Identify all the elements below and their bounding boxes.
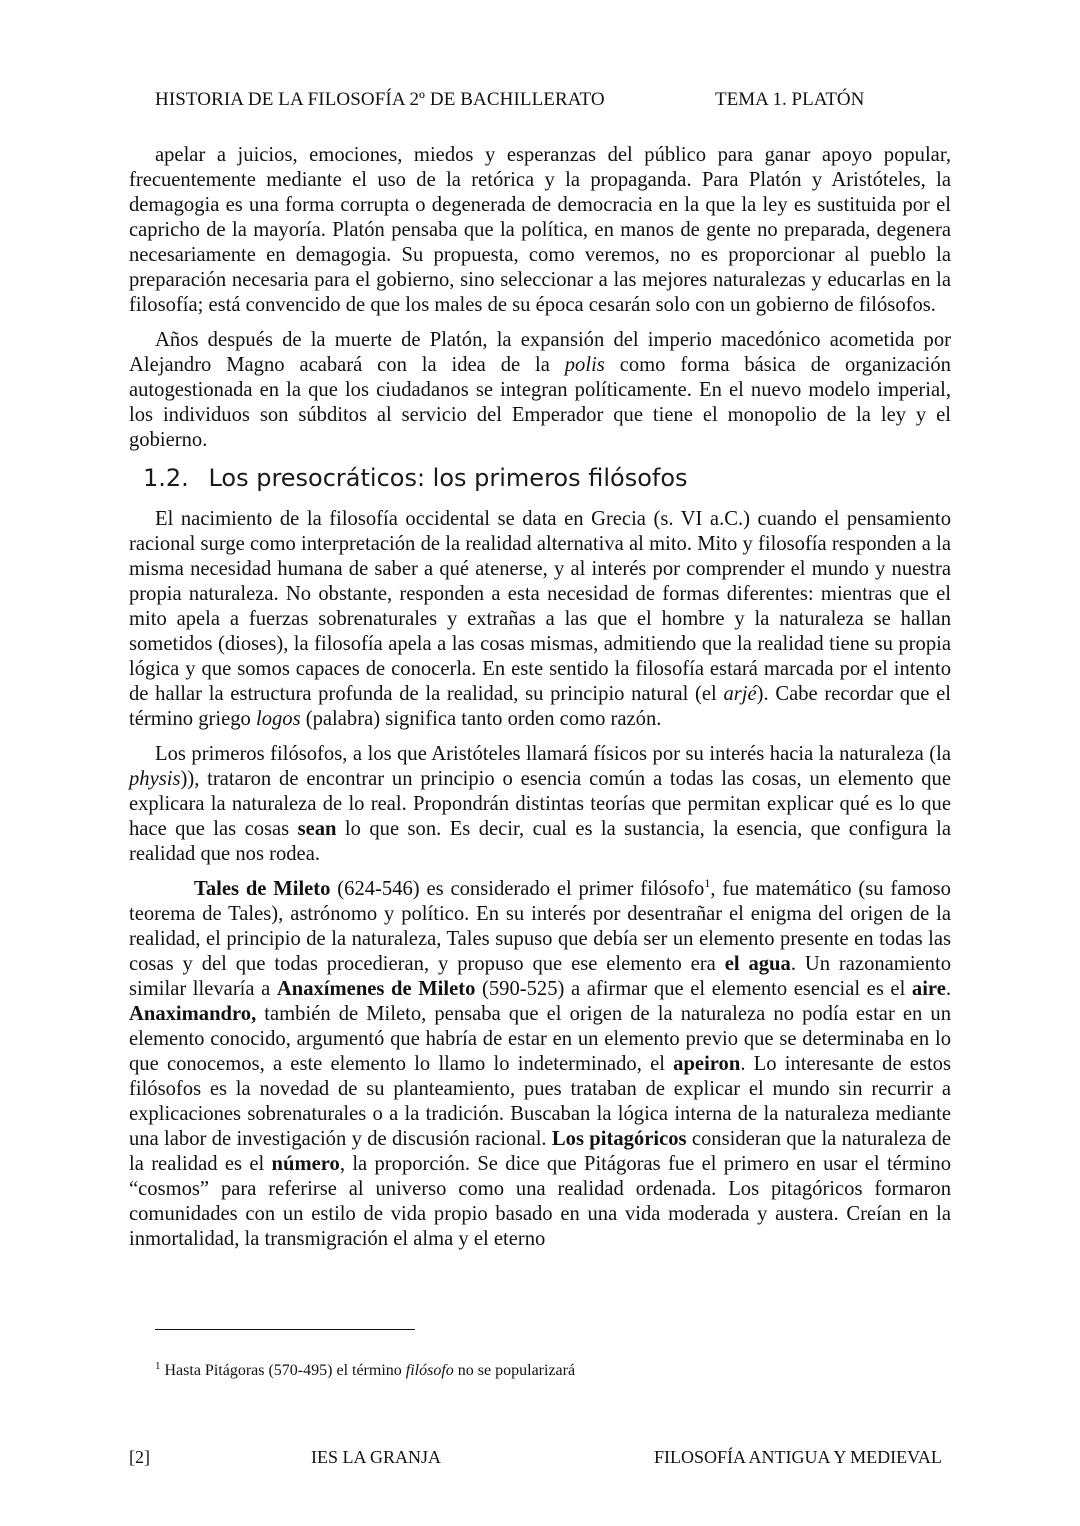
section-title: Los presocráticos: los primeros filósofos	[208, 464, 688, 492]
footnote-separator	[155, 1329, 415, 1330]
text-run: también de Mileto, pensaba que el origen de la naturaleza no podía estar en un elemento conocido, argumentó que habría de estar en un elemento previo que se determinaba en lo que conocemos, a este elemento lo llamo lo indeterminado, el	[129, 1003, 951, 1075]
text-run: apelar a juicios, emociones, miedos y esperanzas del público para ganar apoyo popular, frecuentemente mediante el uso de la retórica y la propaganda. Para Platón y Aristóteles, la demagogia es una forma corrupta o degenerada de democracia en la que la ley es sustituida por el capricho de la mayoría. Platón pensaba que la política, en manos de gente no preparada, degenera necesariamente en demagogia. Su propuesta, como veremos, no es proporcionar al pueblo la preparación necesaria para el gobierno, sino seleccionar a las mejores naturalezas y educarlas en la filosofía; está convencido de que los males de su época cesarán solo con un gobierno de filósofos.	[129, 144, 951, 316]
bold-text: apeiron	[673, 1053, 741, 1075]
bold-text: el agua	[724, 953, 791, 975]
paragraph	[129, 742, 951, 867]
text-run: (590-525) a afirmar que el elemento esencial es el	[475, 978, 912, 1000]
italic-text: logos	[255, 708, 301, 730]
text-run: (palabra) significa tanto orden como razón.	[300, 708, 662, 730]
footnote-ref: 1	[704, 876, 711, 891]
footnote	[155, 1359, 576, 1380]
section-number: 1.2.	[143, 464, 189, 492]
bold-text: Los pitagóricos	[551, 1128, 687, 1150]
bold-text: Anaximandro,	[129, 1003, 257, 1025]
paragraph	[129, 507, 951, 732]
text-run: . Un razonamiento similar llevaría a	[129, 953, 951, 1000]
paragraph	[129, 143, 951, 318]
footnote-text	[165, 1362, 576, 1379]
document-body	[129, 143, 951, 1262]
text-run: Los primeros filósofos, a los que Aristóteles llamará físicos por su interés hacia la naturaleza (la	[155, 743, 951, 765]
text-run: como forma básica de organización autogestionada en la que los ciudadanos se integran políticamente. En el nuevo modelo imperial, los individuos son súbditos al servicio del Emperador que tiene el monopolio de la ley y el gobierno.	[129, 354, 951, 451]
text-run: (624-546) es considerado el primer filósofo	[330, 878, 705, 900]
text-run: lo que son. Es decir, cual es la sustancia, la esencia, que configura la realidad que nos rodea.	[129, 818, 951, 865]
bold-text: Tales de Mileto	[194, 878, 331, 900]
text-run: .	[945, 978, 951, 1000]
text-run: El nacimiento de la filosofía occidental se data en Grecia (s. VI a.C.) cuando el pensamiento racional surge como interpretación de la realidad alternativa al mito. Mito y filosofía responden a la misma necesidad humana de saber a qué atenerse, y al interés por comprender el mundo y nuestra propia naturaleza. No obstante, responden a esta necesidad de formas diferentes: mientras que el mito apela a fuerzas sobrenaturales y extrañas a las que el hombre y la naturaleza se hallan sometidos (dioses), la filosofía apela a las cosas mismas, admitiendo que la realidad tiene su propia lógica y que somos capaces de conocerla. En este sentido la filosofía estará marcada por el intento de hallar la estructura profunda de la realidad, su principio natural (el	[129, 508, 951, 705]
italic-text: physis	[129, 768, 181, 790]
text-run: , fue matemático (su famoso teorema de Tales), astrónomo y político. En su interés por desentrañar el enigma del origen de la realidad, el principio de la naturaleza, Tales supuso que debía ser un elemento presente en todas las cosas y del que todas procedieran, y propuso que ese elemento era	[129, 878, 951, 975]
page-number: [2]	[129, 1447, 150, 1467]
bold-text: aire	[911, 978, 946, 1000]
footer-school: IES LA GRANJA	[311, 1447, 442, 1467]
italic-text: arjé	[723, 683, 757, 705]
page-header-topic: TEMA 1. PLATÓN	[715, 89, 865, 110]
bold-text: sean	[297, 818, 337, 840]
text-run: Hasta Pitágoras (570-495) el término	[164, 1362, 406, 1379]
text-run: no se popularizará	[453, 1362, 576, 1379]
italic-text: filósofo	[405, 1362, 454, 1379]
text-run: . Lo interesante de estos filósofos es la novedad de su planteamiento, pues trataban de explicar el mundo sin recurrir a explicaciones sobrenaturales o a la tradición. Buscaban la lógica interna de la naturaleza mediante una labor de investigación y de discusión racional.	[129, 1053, 951, 1150]
text-run: , la proporción. Se dice que Pitágoras fue el primero en usar el término “cosmos” para referirse al universo como una realidad ordenada. Los pitagóricos formaron comunidades con un estilo de vida propio basado en una vida moderada y austera. Creían en la inmortalidad, la transmigración el alma y el eterno	[129, 1153, 951, 1250]
footnote-mark: 1	[155, 1359, 161, 1372]
italic-text: polis	[564, 354, 605, 376]
text-run: Años después de la muerte de Platón, la expansión del imperio macedónico acometida por Alejandro Magno acabará con la idea de la	[129, 329, 951, 376]
bold-text: número	[271, 1153, 340, 1175]
text-run: consideran que la naturaleza de la realidad es el	[129, 1128, 952, 1175]
bold-text: Anaxímenes de Mileto	[276, 978, 476, 1000]
footer-subject: FILOSOFÍA ANTIGUA Y MEDIEVAL	[654, 1447, 942, 1467]
section-heading	[143, 463, 951, 493]
paragraph	[129, 877, 951, 1252]
text-run: ). Cabe recordar que el término griego	[129, 683, 951, 730]
page-header-title: HISTORIA DE LA FILOSOFÍA 2º DE BACHILLERATO	[155, 89, 605, 110]
text-run: )), trataron de encontrar un principio o esencia común a todas las cosas, un elemento que explicara la naturaleza de lo real. Propondrán distintas teorías que permitan explicar qué es lo que hace que las cosas	[129, 768, 951, 840]
paragraph	[129, 328, 951, 453]
